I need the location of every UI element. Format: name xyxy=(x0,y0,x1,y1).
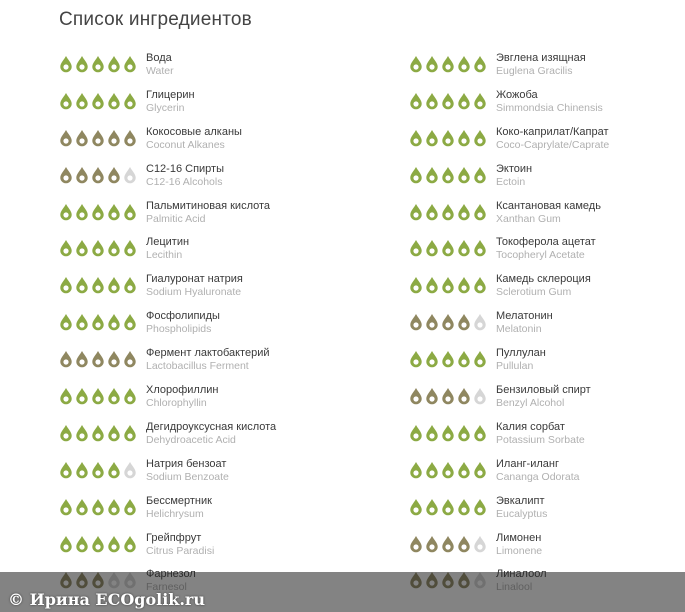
drop-filled-icon xyxy=(75,387,89,405)
ingredient-name-ru: Эвглена изящная xyxy=(496,52,586,64)
ingredient-name-ru: Коко-каприлат/Капрат xyxy=(496,125,609,138)
ingredient-name-latin: Cananga Odorata xyxy=(496,470,580,483)
ingredient-name-latin: Potassium Sorbate xyxy=(496,433,585,446)
drop-filled-icon xyxy=(409,55,423,73)
drop-filled-icon xyxy=(473,55,487,73)
ingredient-names xyxy=(146,421,276,447)
ingredient-name-latin: C12-16 Alcohols xyxy=(146,175,223,188)
ingredient-item xyxy=(409,418,669,455)
drop-filled-icon xyxy=(457,276,471,294)
safety-rating xyxy=(409,387,487,405)
drop-filled-icon xyxy=(107,166,121,184)
drop-filled-icon xyxy=(441,313,455,331)
drop-filled-icon xyxy=(425,535,439,553)
drop-filled-icon xyxy=(107,313,121,331)
drop-filled-icon xyxy=(441,498,455,516)
safety-rating xyxy=(409,203,487,221)
drop-filled-icon xyxy=(59,129,73,147)
ingredient-name-latin: Chlorophyllin xyxy=(146,397,207,410)
ingredient-item xyxy=(409,529,669,566)
ingredient-item xyxy=(59,233,319,270)
drop-filled-icon xyxy=(409,461,423,479)
drop-filled-icon xyxy=(59,387,73,405)
ingredient-name-latin: Sodium Benzoate xyxy=(146,470,229,483)
safety-rating xyxy=(59,387,137,405)
ingredient-name-ru: Бензиловый спирт xyxy=(496,384,591,397)
ingredient-name-ru: Калия сорбат xyxy=(496,420,565,433)
drop-filled-icon xyxy=(441,461,455,479)
drop-filled-icon xyxy=(123,92,137,110)
drop-filled-icon xyxy=(425,461,439,479)
drop-filled-icon xyxy=(107,239,121,257)
ingredient-name-ru: Кокосовые алканы xyxy=(146,125,242,138)
safety-rating xyxy=(59,55,137,73)
safety-rating xyxy=(409,92,487,110)
ingredient-item xyxy=(409,455,669,492)
ingredient-name-latin: Glycerin xyxy=(146,101,185,114)
drop-filled-icon xyxy=(123,239,137,257)
safety-rating xyxy=(409,461,487,479)
drop-filled-icon xyxy=(107,55,121,73)
ingredient-item xyxy=(409,233,669,270)
ingredient-names xyxy=(146,200,270,226)
drop-filled-icon xyxy=(441,239,455,257)
drop-filled-icon xyxy=(457,498,471,516)
ingredient-item xyxy=(59,381,319,418)
drop-filled-icon xyxy=(409,350,423,368)
drop-filled-icon xyxy=(75,498,89,516)
drop-filled-icon xyxy=(457,55,471,73)
ingredient-name-latin: Lactobacillus Ferment xyxy=(146,360,249,373)
ingredient-name-latin: Helichrysum xyxy=(146,507,204,520)
drop-filled-icon xyxy=(107,92,121,110)
ingredient-list-right xyxy=(409,49,669,602)
ingredient-names xyxy=(496,126,609,152)
ingredient-name-latin: Eucalyptus xyxy=(496,507,548,520)
drop-filled-icon xyxy=(91,276,105,294)
drop-filled-icon xyxy=(409,203,423,221)
ingredient-names xyxy=(146,236,189,262)
ingredient-item xyxy=(59,529,319,566)
ingredient-item xyxy=(59,49,319,86)
drop-filled-icon xyxy=(409,313,423,331)
ingredient-name-latin: Melatonin xyxy=(496,323,542,336)
page-title: Список ингредиентов xyxy=(59,9,252,30)
drop-filled-icon xyxy=(59,350,73,368)
drop-filled-icon xyxy=(75,239,89,257)
ingredient-names xyxy=(496,495,547,521)
safety-rating xyxy=(409,276,487,294)
ingredient-name-ru: Токоферола ацетат xyxy=(496,236,596,249)
ingredient-item xyxy=(409,381,669,418)
ingredient-names xyxy=(146,532,214,558)
ingredient-names xyxy=(496,200,601,226)
ingredient-name-ru: Бессмертник xyxy=(146,494,212,507)
drop-filled-icon xyxy=(473,276,487,294)
drop-filled-icon xyxy=(75,203,89,221)
ingredient-names xyxy=(496,273,591,299)
drop-filled-icon xyxy=(441,387,455,405)
drop-filled-icon xyxy=(59,92,73,110)
safety-rating xyxy=(59,313,137,331)
ingredient-name-latin: Xanthan Gum xyxy=(496,212,561,225)
ingredient-names xyxy=(496,532,542,558)
ingredient-name-ru: Эвкалипт xyxy=(496,494,545,507)
ingredient-name-ru: C12-16 Спирты xyxy=(146,162,224,175)
drop-filled-icon xyxy=(457,387,471,405)
drop-filled-icon xyxy=(441,92,455,110)
ingredient-names xyxy=(496,52,586,78)
drop-filled-icon xyxy=(91,350,105,368)
drop-filled-icon xyxy=(91,239,105,257)
ingredient-name-latin: Coco-Caprylate/Caprate xyxy=(496,138,610,151)
drop-filled-icon xyxy=(75,55,89,73)
drop-filled-icon xyxy=(425,92,439,110)
drop-filled-icon xyxy=(409,276,423,294)
ingredient-name-latin: Lecithin xyxy=(146,249,183,262)
drop-filled-icon xyxy=(91,129,105,147)
drop-filled-icon xyxy=(75,166,89,184)
drop-filled-icon xyxy=(409,129,423,147)
drop-filled-icon xyxy=(425,313,439,331)
drop-filled-icon xyxy=(123,535,137,553)
drop-filled-icon xyxy=(457,461,471,479)
drop-filled-icon xyxy=(473,129,487,147)
ingredient-name-ru: Хлорофиллин xyxy=(146,384,219,397)
safety-rating xyxy=(59,461,137,479)
ingredient-item xyxy=(59,455,319,492)
ingredient-name-ru: Эктоин xyxy=(496,162,533,175)
drop-filled-icon xyxy=(409,387,423,405)
ingredient-names xyxy=(146,458,229,484)
ingredient-name-latin: Limonene xyxy=(496,544,543,557)
ingredient-names xyxy=(496,163,532,189)
drop-filled-icon xyxy=(59,55,73,73)
drop-filled-icon xyxy=(473,239,487,257)
drop-filled-icon xyxy=(91,461,105,479)
drop-filled-icon xyxy=(91,387,105,405)
ingredient-name-latin: Simmondsia Chinensis xyxy=(496,101,603,114)
ingredient-item xyxy=(409,492,669,529)
safety-rating xyxy=(59,92,137,110)
ingredient-item xyxy=(409,49,669,86)
safety-rating xyxy=(59,424,137,442)
safety-rating xyxy=(59,535,137,553)
drop-filled-icon xyxy=(107,276,121,294)
ingredient-item xyxy=(59,418,319,455)
drop-filled-icon xyxy=(425,276,439,294)
safety-rating xyxy=(409,55,487,73)
ingredient-name-ru: Гиалуронат натрия xyxy=(146,273,243,286)
drop-filled-icon xyxy=(59,535,73,553)
drop-filled-icon xyxy=(59,166,73,184)
drop-filled-icon xyxy=(441,166,455,184)
ingredient-item xyxy=(59,307,319,344)
drop-filled-icon xyxy=(457,92,471,110)
drop-empty-icon xyxy=(123,166,137,184)
drop-filled-icon xyxy=(59,313,73,331)
drop-filled-icon xyxy=(473,498,487,516)
ingredient-names xyxy=(496,421,585,447)
ingredient-names xyxy=(146,126,242,152)
drop-filled-icon xyxy=(123,55,137,73)
ingredient-names xyxy=(146,495,212,521)
drop-filled-icon xyxy=(123,313,137,331)
safety-rating xyxy=(409,313,487,331)
ingredient-name-ru: Фосфолипиды xyxy=(146,310,220,323)
drop-filled-icon xyxy=(107,350,121,368)
drop-filled-icon xyxy=(425,129,439,147)
drop-filled-icon xyxy=(441,276,455,294)
ingredient-names xyxy=(496,310,553,336)
drop-filled-icon xyxy=(409,166,423,184)
drop-filled-icon xyxy=(107,461,121,479)
ingredient-item xyxy=(409,344,669,381)
drop-filled-icon xyxy=(425,239,439,257)
ingredient-name-ru: Лецитин xyxy=(146,236,190,249)
drop-filled-icon xyxy=(457,166,471,184)
ingredient-item xyxy=(59,270,319,307)
drop-filled-icon xyxy=(123,350,137,368)
safety-rating xyxy=(409,350,487,368)
drop-filled-icon xyxy=(91,313,105,331)
ingredient-names xyxy=(496,89,603,115)
ingredient-name-ru: Вода xyxy=(146,52,172,64)
drop-filled-icon xyxy=(441,535,455,553)
drop-filled-icon xyxy=(123,203,137,221)
ingredient-item xyxy=(59,160,319,197)
drop-filled-icon xyxy=(91,55,105,73)
drop-filled-icon xyxy=(75,424,89,442)
drop-filled-icon xyxy=(107,535,121,553)
ingredient-names xyxy=(146,347,270,373)
ingredient-name-latin: Sclerotium Gum xyxy=(496,286,572,299)
ingredient-names xyxy=(496,236,596,262)
watermark-text: © Ирина ECOgolik.ru xyxy=(8,590,205,609)
drop-filled-icon xyxy=(457,313,471,331)
ingredient-name-ru: Камедь склероция xyxy=(496,273,591,286)
drop-filled-icon xyxy=(441,203,455,221)
ingredient-name-ru: Фермент лактобактерий xyxy=(146,347,270,360)
ingredient-item xyxy=(409,197,669,234)
drop-filled-icon xyxy=(473,461,487,479)
drop-filled-icon xyxy=(107,203,121,221)
ingredient-item xyxy=(409,86,669,123)
drop-filled-icon xyxy=(441,350,455,368)
drop-filled-icon xyxy=(409,92,423,110)
drop-filled-icon xyxy=(457,535,471,553)
safety-rating xyxy=(59,203,137,221)
ingredient-item xyxy=(409,307,669,344)
ingredient-name-ru: Пуллулан xyxy=(496,347,546,360)
ingredient-name-latin: Tocopheryl Acetate xyxy=(496,249,585,262)
drop-filled-icon xyxy=(473,203,487,221)
drop-filled-icon xyxy=(59,498,73,516)
drop-filled-icon xyxy=(75,535,89,553)
safety-rating xyxy=(59,276,137,294)
drop-filled-icon xyxy=(457,203,471,221)
ingredient-names xyxy=(146,273,243,299)
drop-filled-icon xyxy=(123,424,137,442)
drop-filled-icon xyxy=(75,129,89,147)
ingredient-name-latin: Dehydroacetic Acid xyxy=(146,433,236,446)
drop-filled-icon xyxy=(75,92,89,110)
ingredient-name-ru: Глицерин xyxy=(146,88,195,101)
drop-empty-icon xyxy=(473,535,487,553)
ingredient-name-latin: Phospholipids xyxy=(146,323,212,336)
ingredient-names xyxy=(146,384,218,410)
drop-filled-icon xyxy=(107,498,121,516)
drop-filled-icon xyxy=(425,424,439,442)
ingredient-names xyxy=(496,458,579,484)
ingredient-name-ru: Натрия бензоат xyxy=(146,457,227,470)
ingredient-name-latin: Palmitic Acid xyxy=(146,212,206,225)
drop-filled-icon xyxy=(59,276,73,294)
ingredient-name-latin: Benzyl Alcohol xyxy=(496,397,565,410)
ingredient-name-latin: Pullulan xyxy=(496,360,534,373)
watermark-bar xyxy=(0,572,685,612)
drop-filled-icon xyxy=(409,498,423,516)
safety-rating xyxy=(409,424,487,442)
drop-filled-icon xyxy=(91,92,105,110)
ingredient-names xyxy=(496,347,546,373)
drop-filled-icon xyxy=(123,387,137,405)
drop-filled-icon xyxy=(409,535,423,553)
drop-filled-icon xyxy=(107,387,121,405)
drop-empty-icon xyxy=(473,387,487,405)
ingredient-item xyxy=(59,197,319,234)
ingredient-name-latin: Ectoin xyxy=(496,175,526,188)
drop-filled-icon xyxy=(75,313,89,331)
drop-filled-icon xyxy=(425,203,439,221)
ingredient-names xyxy=(146,310,220,336)
drop-filled-icon xyxy=(107,424,121,442)
ingredient-name-ru: Лимонен xyxy=(496,531,542,544)
ingredient-name-ru: Мелатонин xyxy=(496,310,553,323)
safety-rating xyxy=(409,535,487,553)
ingredient-name-latin: Sodium Hyaluronate xyxy=(146,286,242,299)
drop-filled-icon xyxy=(75,276,89,294)
safety-rating xyxy=(409,498,487,516)
drop-filled-icon xyxy=(75,350,89,368)
ingredient-item xyxy=(59,344,319,381)
drop-filled-icon xyxy=(425,350,439,368)
drop-filled-icon xyxy=(409,424,423,442)
safety-rating xyxy=(59,350,137,368)
ingredient-item xyxy=(59,86,319,123)
drop-filled-icon xyxy=(59,239,73,257)
safety-rating xyxy=(409,166,487,184)
drop-filled-icon xyxy=(425,387,439,405)
drop-filled-icon xyxy=(441,424,455,442)
ingredient-name-ru: Иланг-иланг xyxy=(496,457,559,470)
ingredient-item xyxy=(409,123,669,160)
drop-filled-icon xyxy=(441,55,455,73)
ingredient-names xyxy=(146,89,195,115)
safety-rating xyxy=(409,129,487,147)
drop-filled-icon xyxy=(123,129,137,147)
drop-filled-icon xyxy=(425,498,439,516)
ingredient-item xyxy=(409,270,669,307)
drop-filled-icon xyxy=(425,166,439,184)
drop-filled-icon xyxy=(91,498,105,516)
ingredient-name-ru: Дегидроуксусная кислота xyxy=(146,420,277,433)
ingredient-name-ru: Жожоба xyxy=(496,88,538,101)
drop-filled-icon xyxy=(473,92,487,110)
drop-filled-icon xyxy=(75,461,89,479)
drop-empty-icon xyxy=(123,461,137,479)
drop-filled-icon xyxy=(123,276,137,294)
drop-filled-icon xyxy=(91,203,105,221)
drop-filled-icon xyxy=(457,239,471,257)
safety-rating xyxy=(59,498,137,516)
drop-filled-icon xyxy=(59,424,73,442)
ingredient-item xyxy=(59,123,319,160)
drop-empty-icon xyxy=(473,313,487,331)
drop-filled-icon xyxy=(457,350,471,368)
ingredient-name-latin: Coconut Alkanes xyxy=(146,138,225,151)
drop-filled-icon xyxy=(91,166,105,184)
ingredient-item xyxy=(59,492,319,529)
safety-rating xyxy=(59,166,137,184)
ingredient-name-latin: Citrus Paradisi xyxy=(146,544,215,557)
ingredient-names xyxy=(146,52,174,78)
ingredient-item xyxy=(409,160,669,197)
ingredient-name-latin: Euglena Gracilis xyxy=(496,65,573,77)
safety-rating xyxy=(59,239,137,257)
ingredient-name-latin: Water xyxy=(146,65,174,77)
drop-filled-icon xyxy=(107,129,121,147)
drop-filled-icon xyxy=(457,424,471,442)
drop-filled-icon xyxy=(473,350,487,368)
ingredient-names xyxy=(496,384,591,410)
ingredient-name-ru: Пальмитиновая кислота xyxy=(146,199,271,212)
drop-filled-icon xyxy=(91,424,105,442)
drop-filled-icon xyxy=(59,203,73,221)
drop-filled-icon xyxy=(473,166,487,184)
drop-filled-icon xyxy=(441,129,455,147)
drop-filled-icon xyxy=(59,461,73,479)
ingredient-name-ru: Ксантановая камедь xyxy=(496,199,601,212)
drop-filled-icon xyxy=(91,535,105,553)
drop-filled-icon xyxy=(425,55,439,73)
drop-filled-icon xyxy=(409,239,423,257)
drop-filled-icon xyxy=(473,424,487,442)
safety-rating xyxy=(409,239,487,257)
safety-rating xyxy=(59,129,137,147)
drop-filled-icon xyxy=(457,129,471,147)
ingredient-list-left xyxy=(59,49,319,602)
ingredient-names xyxy=(146,163,224,189)
ingredient-name-ru: Грейпфрут xyxy=(146,531,202,544)
drop-filled-icon xyxy=(123,498,137,516)
